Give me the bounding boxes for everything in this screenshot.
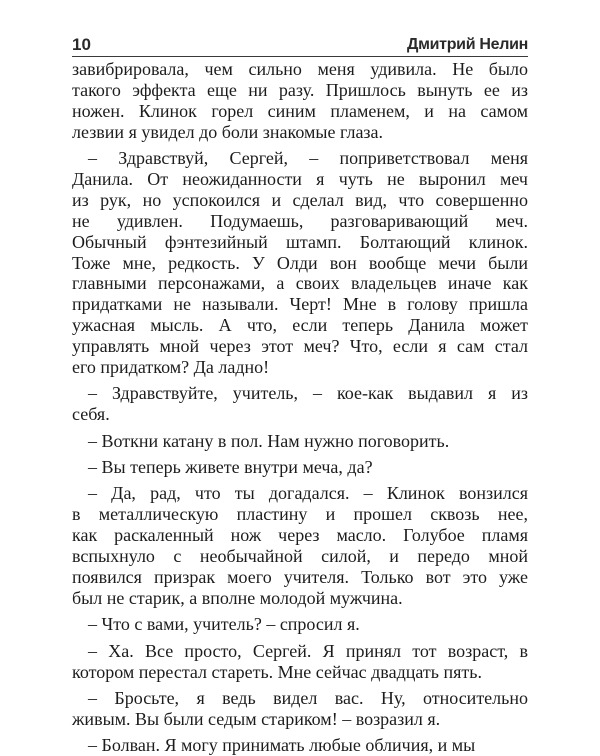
page-number: 10 xyxy=(72,35,91,54)
text-line: из рук, но успокоился и сделал вид, что совершенно xyxy=(72,189,528,210)
paragraph xyxy=(72,688,528,730)
text-line: завибрировала, чем сильно меня удивила. Не было xyxy=(72,59,528,79)
paragraph xyxy=(72,457,528,478)
text-line: Данила. От неожиданности я чуть не выронил меч xyxy=(72,168,528,189)
header-rule xyxy=(72,56,528,57)
text-line: котором перестал стареть. Мне сейчас двадцать пять. xyxy=(72,661,482,682)
text-line: – Здравствуй, Сергей, – поприветствовал меня xyxy=(88,148,528,169)
running-head-author: Дмитрий Нелин xyxy=(406,36,528,53)
paragraph xyxy=(72,431,528,452)
text-line: лезвии я увидел до боли знакомые глаза. xyxy=(72,121,384,142)
text-line: Тоже мне, редкость. У Олди вон вообще мечи были xyxy=(72,252,528,273)
text-line: живым. Вы были седым стариком! – возразил я. xyxy=(72,708,441,729)
text-line: придатками не называли. Черт! Мне в голову пришла xyxy=(72,294,528,315)
text-line: Обычный фэнтезийный штамп. Болтающий клинок. xyxy=(72,231,528,252)
text-line: управлять мной через этот меч? Что, если я сам стал xyxy=(72,336,528,357)
text-line: – Что с вами, учитель? – спросил я. xyxy=(88,614,360,635)
text-line: был не старик, а вполне молодой мужчина. xyxy=(72,587,403,608)
paragraph xyxy=(72,383,528,425)
text-line: – Да, рад, что ты догадался. – Клинок вонзился xyxy=(88,483,528,504)
text-line: себя. xyxy=(72,404,110,425)
paragraph xyxy=(72,735,528,756)
text-line: – Болван. Я могу принимать любые обличия, и мы xyxy=(88,735,476,756)
paragraph xyxy=(72,614,528,635)
text-line: главными персонажами, а своих владельцев иначе как xyxy=(72,273,528,294)
body-text xyxy=(72,59,528,756)
text-line: в металлическую пластину и прошел сквозь нее, xyxy=(72,504,528,525)
text-line: его придатком? Да ладно! xyxy=(72,356,270,377)
text-line: ужасная мысль. А что, если теперь Данила может xyxy=(72,315,528,336)
text-line: – Ха. Все просто, Сергей. Я принял тот возраст, в xyxy=(88,640,528,661)
text-line: вспыхнуло с необычайной силой, и передо мной xyxy=(72,546,528,567)
text-line: – Воткни катану в пол. Нам нужно поговорить. xyxy=(88,430,450,451)
text-line: появился призрак моего учителя. Только вот это уже xyxy=(72,566,528,587)
text-line: такого эффекта еще ни разу. Пришлось вынуть ее из xyxy=(72,79,528,100)
text-line: не удивлен. Подумаешь, разговаривающий меч. xyxy=(72,210,528,231)
text-line: как раскаленный нож через масло. Голубое пламя xyxy=(72,525,528,546)
paragraph xyxy=(72,483,528,608)
text-line: – Бросьте, я ведь видел вас. Ну, относительно xyxy=(88,687,528,708)
text-line: – Вы теперь живете внутри меча, да? xyxy=(88,457,373,478)
page-header xyxy=(72,30,528,54)
text-line: – Здравствуйте, учитель, – кое-как выдавил я из xyxy=(88,383,528,404)
paragraph xyxy=(72,641,528,683)
paragraph xyxy=(72,59,528,143)
paragraph xyxy=(72,148,528,378)
text-line: ножен. Клинок горел синим пламенем, и на самом xyxy=(72,100,528,121)
